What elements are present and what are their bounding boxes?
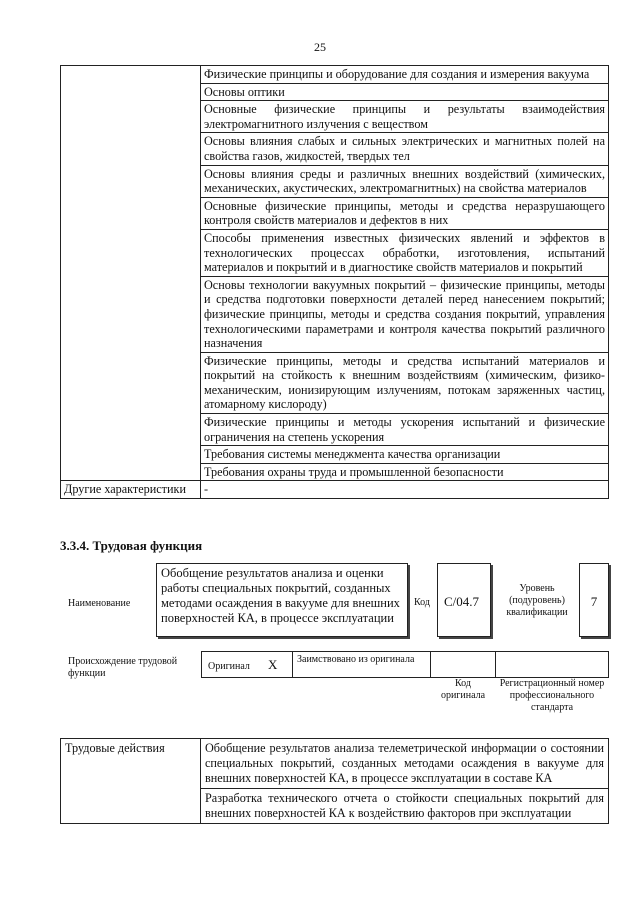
section-title: 3.3.4. Трудовая функция	[60, 538, 203, 553]
knowledge-item: Требования системы менеджмента качества организации	[201, 446, 609, 464]
knowledge-label-cell	[61, 66, 201, 481]
page-number: 25	[314, 40, 326, 54]
function-name: Обобщение результатов анализа и оценки работы специальных покрытий, созданных методами осаждения в вакууме для внешних поверхностей КА, в процессе эксплуатации	[156, 563, 408, 637]
reg-number-cell	[495, 651, 609, 678]
knowledge-table	[60, 65, 609, 499]
other-row	[61, 481, 609, 499]
knowledge-row	[61, 66, 609, 84]
other-value: -	[201, 481, 609, 499]
knowledge-item: Способы применения известных физических явлений и эффектов в технологических процессах обработки, изготовления, испытаний материалов и покрытий и в диагностике свойств материалов и покрытий	[201, 229, 609, 276]
code-value: С/04.7	[437, 563, 491, 637]
code-original-label: Код оригинала	[440, 678, 486, 701]
labor-action-item: Разработка технического отчета о стойкости специальных покрытий для внешних поверхностей КА к воздействию факторов при эксплуатации	[201, 789, 609, 824]
origin-label: Происхождение трудовой функции	[68, 656, 178, 679]
borrowed-cell: Заимствовано из оригинала	[292, 651, 431, 678]
knowledge-item: Физические принципы, методы и средства испытаний материалов и покрытий на стойкость к внешним воздействиям (химическим, физико-механическим, ионизирующим излучениям, потокам заряженных частиц, атомарному кислороду)	[201, 352, 609, 413]
knowledge-item: Основы оптики	[201, 83, 609, 101]
code-label: Код	[414, 597, 430, 608]
knowledge-item: Основы влияния слабых и сильных электрических и магнитных полей на свойства газов, жидкостей, твердых тел	[201, 133, 609, 165]
labor-action-row	[61, 739, 609, 789]
knowledge-item: Физические принципы и оборудование для создания и измерения вакуума	[201, 66, 609, 84]
reg-number-label: Регистрационный номер профессионального стандарта	[499, 678, 605, 713]
original-cell	[201, 651, 293, 678]
code-original-cell	[430, 651, 496, 678]
other-label: Другие характеристики	[61, 481, 201, 499]
original-label: Оригинал	[208, 661, 250, 672]
knowledge-item: Основы влияния среды и различных внешних воздействий (химических, механических, акустических, электромагнитных) на свойства материалов	[201, 165, 609, 197]
knowledge-item: Основные физические принципы и результаты взаимодействия электромагнитного излучения с веществом	[201, 101, 609, 133]
knowledge-item: Требования охраны труда и промышленной безопасности	[201, 463, 609, 481]
knowledge-item: Физические принципы и методы ускорения испытаний и физические ограничения на степень ускорения	[201, 414, 609, 446]
knowledge-item: Основы технологии вакуумных покрытий – физические принципы, методы и средства подготовки поверхности деталей перед нанесением покрытий; физические принципы, методы и средства создания покрытий, управления технологическими параметрами и контроля качества покрытий различного назначения	[201, 276, 609, 352]
labor-actions-label: Трудовые действия	[61, 739, 201, 824]
original-mark: Х	[268, 657, 278, 672]
labor-actions-table	[60, 738, 609, 824]
name-label: Наименование	[68, 598, 131, 609]
level-value: 7	[579, 563, 609, 637]
labor-action-item: Обобщение результатов анализа телеметрической информации о состоянии специальных покрытий, созданных методами осаждения в вакууме для внешних поверхностей КА, в процессе эксплуатации в составе КА	[201, 739, 609, 789]
level-label: Уровень (подуровень) квалификации	[506, 583, 568, 618]
knowledge-item: Основные физические принципы, методы и средства неразрушающего контроля свойств материалов и дефектов в них	[201, 197, 609, 229]
